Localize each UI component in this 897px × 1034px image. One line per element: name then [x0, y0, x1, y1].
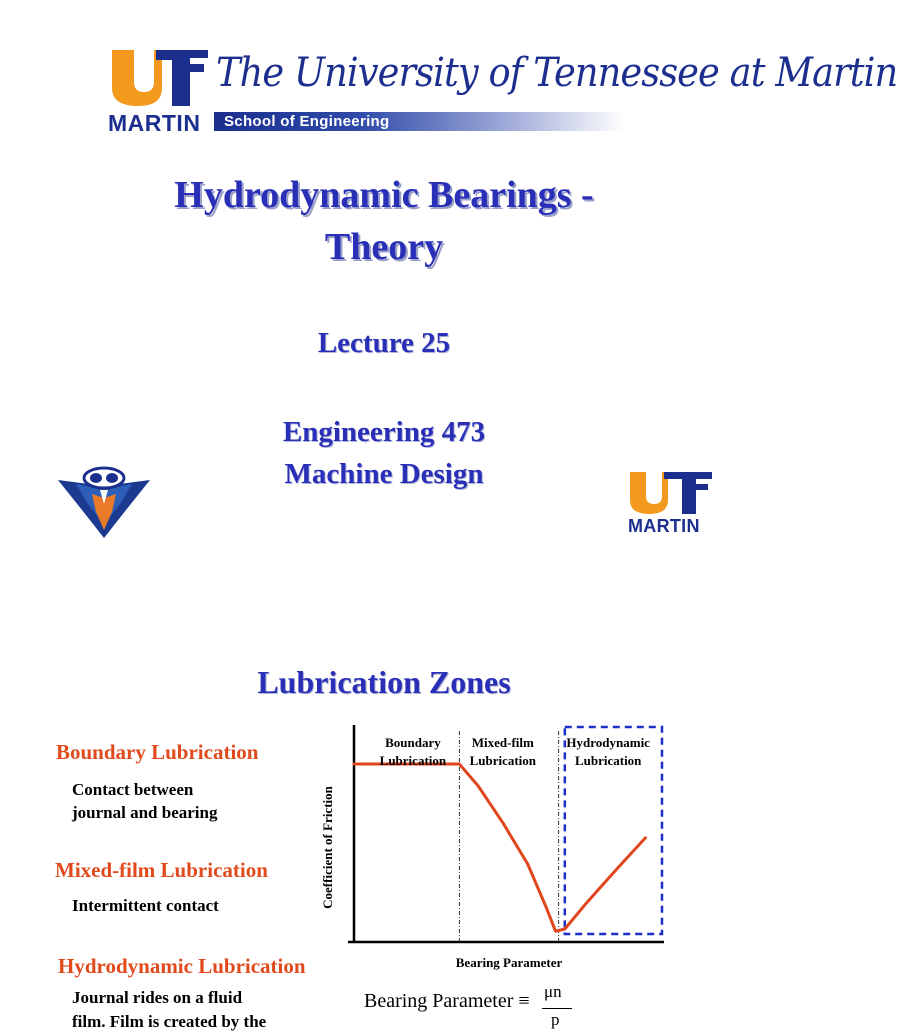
- mixed-film-lubrication-heading: Mixed-film Lubrication: [55, 858, 268, 882]
- boundary-region-label-line-2: Lubrication: [379, 753, 447, 768]
- hydro-region-label-line-1: Hydrodynamic: [566, 735, 650, 750]
- boundary-region-label: [380, 735, 447, 768]
- mixed-film-description: Intermittent contact: [72, 896, 219, 915]
- formula-denominator: p: [551, 1010, 560, 1029]
- boundary-lubrication-heading: Boundary Lubrication: [56, 740, 259, 764]
- ut-martin-logo: [110, 48, 210, 108]
- x-axis-label: Bearing Parameter: [455, 955, 563, 970]
- martin-wordmark-small: MARTIN: [628, 516, 700, 536]
- skyhawk-mascot-icon: [56, 460, 152, 540]
- hydro-region-label: [566, 735, 650, 768]
- formula-numerator: μn: [544, 982, 562, 1001]
- boundary-description-line-1: Contact between: [72, 780, 194, 799]
- friction-vs-bearing-parameter-chart: [300, 715, 700, 985]
- course-name: Machine Design: [284, 458, 484, 490]
- martin-wordmark: MARTIN: [108, 110, 201, 136]
- title-line-2: Theory: [324, 226, 444, 268]
- friction-curve: [354, 764, 645, 931]
- title-line-1: Hydrodynamic Bearings -: [174, 174, 594, 216]
- course-code: Engineering 473: [282, 416, 486, 448]
- hydrodynamic-description-line-1: Journal rides on a fluid: [72, 988, 243, 1007]
- school-of-engineering-label: School of Engineering: [224, 113, 390, 130]
- formula-fraction-bar: [542, 1008, 572, 1009]
- mixed-region-label-line-1: Mixed-film: [471, 735, 534, 750]
- lubrication-zones-title: Lubrication Zones: [257, 664, 511, 700]
- hydrodynamic-lubrication-heading: Hydrodynamic Lubrication: [58, 954, 306, 978]
- hydrodynamic-description-line-2: film. Film is created by the: [72, 1012, 267, 1031]
- university-name-script: The University of Tennessee at Martin: [216, 50, 897, 96]
- y-axis-label: Coefficient of Friction: [320, 786, 335, 909]
- hydro-region-label-line-2: Lubrication: [574, 753, 642, 768]
- boundary-description-line-2: journal and bearing: [72, 803, 218, 822]
- bearing-parameter-formula-label: Bearing Parameter ≡: [364, 990, 530, 1012]
- mixed-region-label-line-2: Lubrication: [469, 753, 537, 768]
- ut-martin-logo-small: [628, 470, 714, 516]
- boundary-region-label-line-1: Boundary: [385, 735, 441, 750]
- lecture-number: Lecture 25: [317, 327, 451, 359]
- mixed-region-label: [470, 735, 537, 768]
